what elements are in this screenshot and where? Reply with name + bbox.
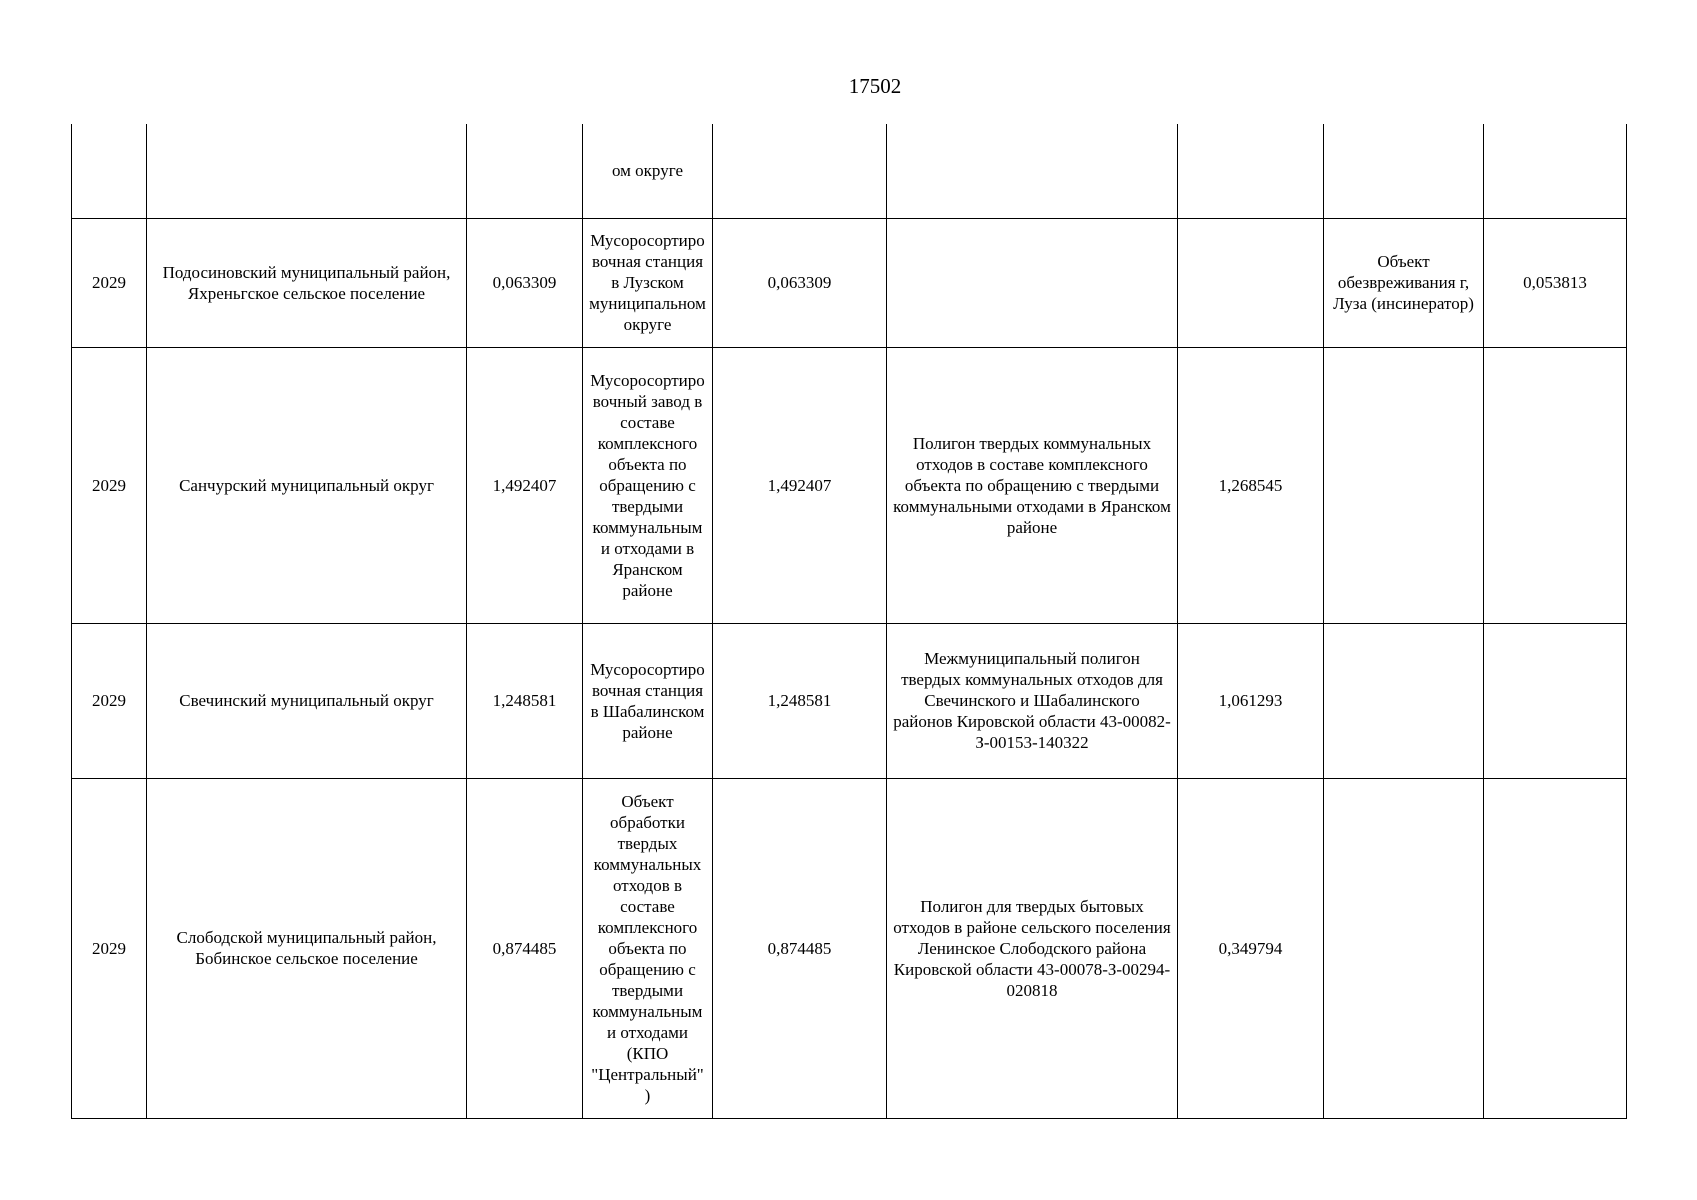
- sorting-facility-cell: Мусоросортировочная станция в Лузском муниципальном округе: [583, 218, 713, 347]
- table-row: [72, 347, 1627, 623]
- volume-cell: 1,248581: [467, 623, 583, 778]
- disposal-facility-cell: [887, 218, 1178, 347]
- neutralization-facility-cell: Объект обезвреживания г, Луза (инсинератор): [1324, 218, 1484, 347]
- disposal-volume-cell: [1178, 218, 1324, 347]
- disposal-facility-cell: Полигон для твердых бытовых отходов в районе сельского поселения Ленинское Слободского района Кировской области 43-00078-З-00294-020818: [887, 778, 1178, 1118]
- sorting-facility-cell: Мусоросортировочная станция в Шабалинском районе: [583, 623, 713, 778]
- volume-cell: 0,874485: [467, 778, 583, 1118]
- neutralization-facility-cell: [1324, 124, 1484, 218]
- territory-cell: Санчурский муниципальный округ: [147, 347, 467, 623]
- neutralization-facility-cell: [1324, 778, 1484, 1118]
- table-row: [72, 623, 1627, 778]
- waste-flow-table: [71, 124, 1627, 1119]
- sorting-volume-cell: 0,874485: [713, 778, 887, 1118]
- year-cell: 2029: [72, 218, 147, 347]
- neutralization-volume-cell: 0,053813: [1484, 218, 1627, 347]
- disposal-facility-cell: Полигон твердых коммунальных отходов в составе комплексного объекта по обращению с твердыми коммунальными отходами в Яранском районе: [887, 347, 1178, 623]
- year-cell: [72, 124, 147, 218]
- neutralization-volume-cell: [1484, 347, 1627, 623]
- territory-cell: Слободской муниципальный район, Бобинское сельское поселение: [147, 778, 467, 1118]
- table-row: [72, 124, 1627, 218]
- neutralization-volume-cell: [1484, 124, 1627, 218]
- table-row: [72, 778, 1627, 1118]
- disposal-volume-cell: 1,061293: [1178, 623, 1324, 778]
- sorting-volume-cell: [713, 124, 887, 218]
- sorting-facility-cell: ом округе: [583, 124, 713, 218]
- year-cell: 2029: [72, 778, 147, 1118]
- neutralization-facility-cell: [1324, 623, 1484, 778]
- volume-cell: 0,063309: [467, 218, 583, 347]
- territory-cell: [147, 124, 467, 218]
- volume-cell: 1,492407: [467, 347, 583, 623]
- neutralization-facility-cell: [1324, 347, 1484, 623]
- volume-cell: [467, 124, 583, 218]
- disposal-volume-cell: [1178, 124, 1324, 218]
- neutralization-volume-cell: [1484, 623, 1627, 778]
- territory-cell: Свечинский муниципальный округ: [147, 623, 467, 778]
- sorting-volume-cell: 0,063309: [713, 218, 887, 347]
- neutralization-volume-cell: [1484, 778, 1627, 1118]
- sorting-facility-cell: Мусоросортировочный завод в составе комплексного объекта по обращению с твердыми коммунальными отходами в Яранском районе: [583, 347, 713, 623]
- year-cell: 2029: [72, 623, 147, 778]
- year-cell: 2029: [72, 347, 147, 623]
- sorting-volume-cell: 1,248581: [713, 623, 887, 778]
- disposal-facility-cell: [887, 124, 1178, 218]
- sorting-facility-cell: Объект обработки твердых коммунальных отходов в составе комплексного объекта по обращению с твердыми коммунальными отходами (КПО "Центральный"): [583, 778, 713, 1118]
- territory-cell: Подосиновский муниципальный район, Яхреньгское сельское поселение: [147, 218, 467, 347]
- disposal-volume-cell: 0,349794: [1178, 778, 1324, 1118]
- page-number: 17502: [848, 74, 902, 98]
- disposal-facility-cell: Межмуниципальный полигон твердых коммунальных отходов для Свечинского и Шабалинского районов Кировской области 43-00082-З-00153-140322: [887, 623, 1178, 778]
- table-row: [72, 218, 1627, 347]
- sorting-volume-cell: 1,492407: [713, 347, 887, 623]
- disposal-volume-cell: 1,268545: [1178, 347, 1324, 623]
